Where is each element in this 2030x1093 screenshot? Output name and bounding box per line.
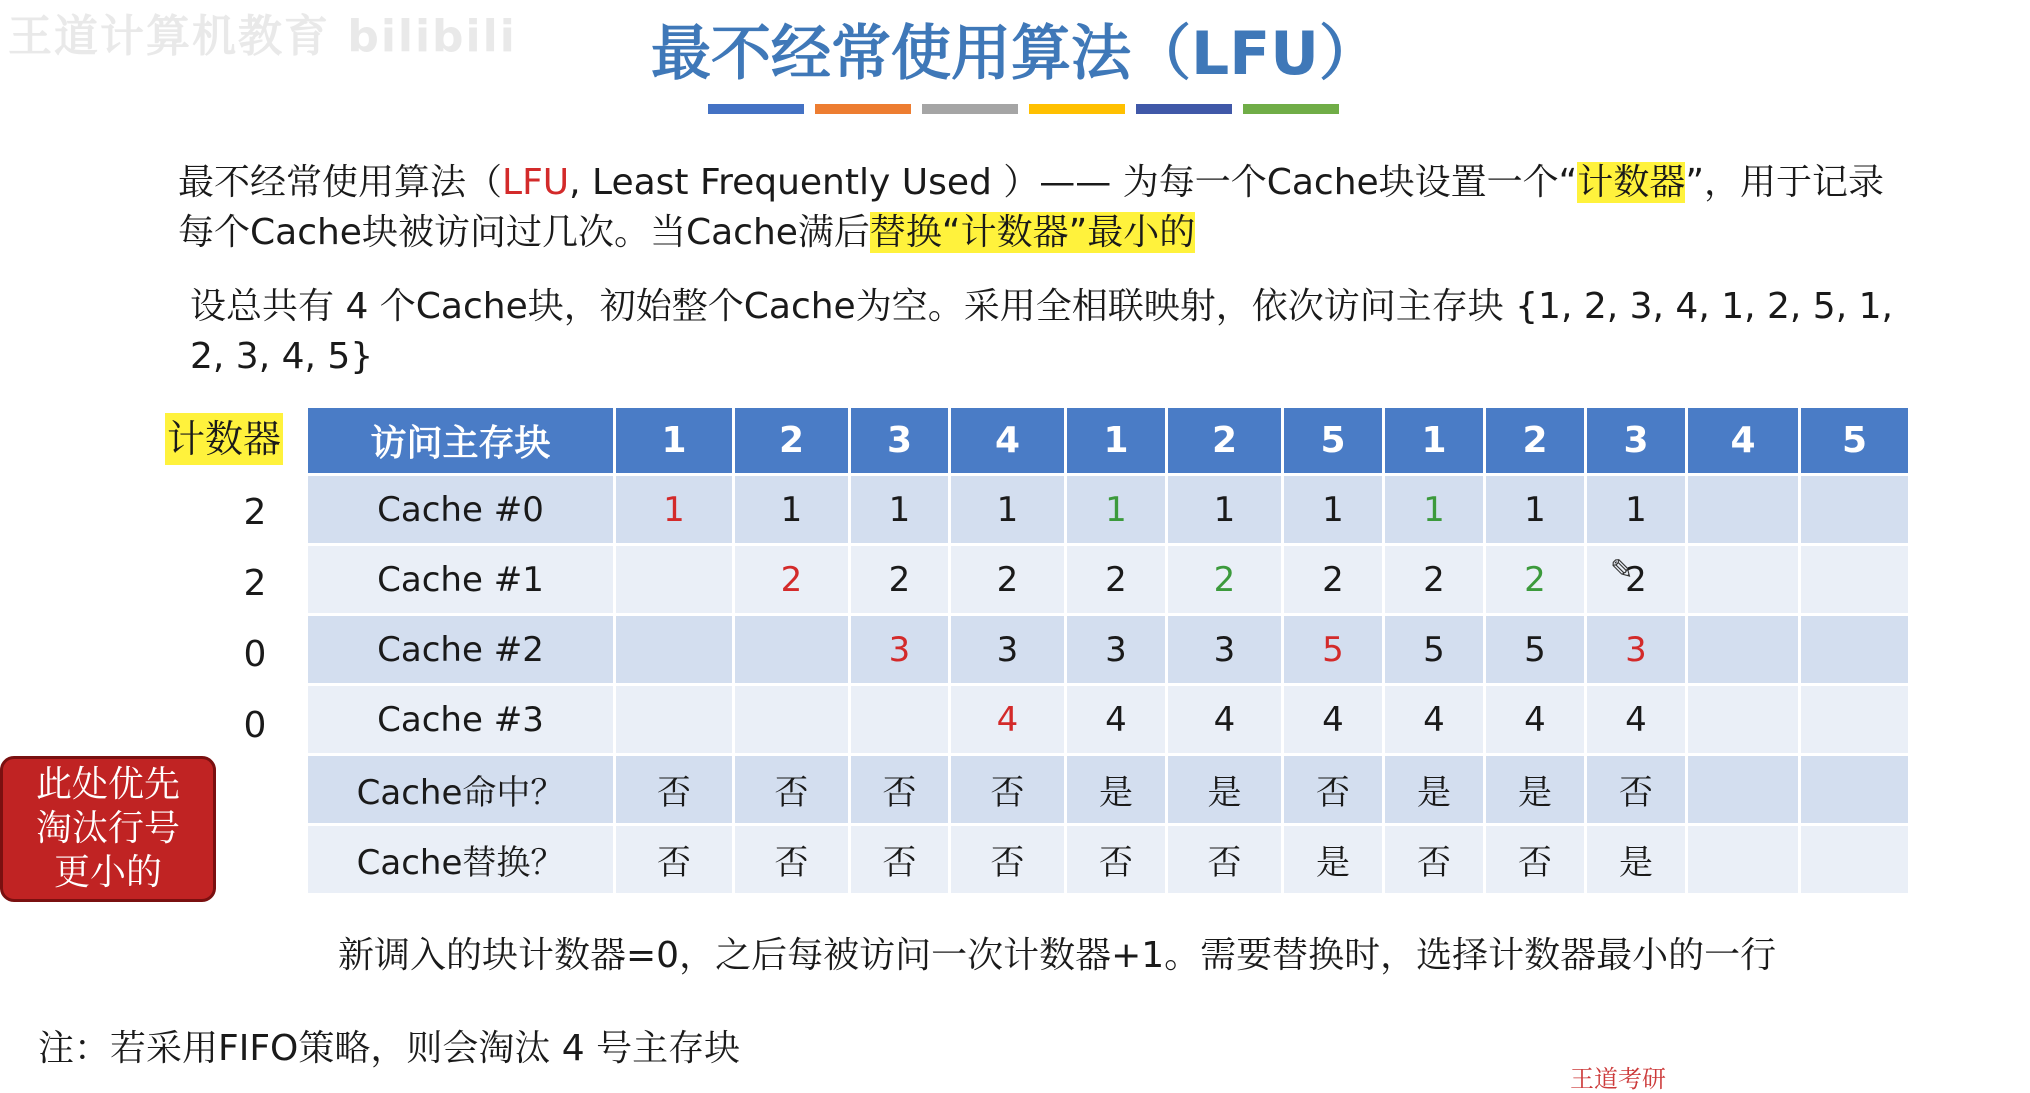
definition-text: 最不经常使用算法（	[178, 162, 503, 203]
table-cell	[1801, 686, 1908, 753]
table-cell	[1688, 476, 1798, 543]
table-cell	[1801, 476, 1908, 543]
table-cell: 是	[1587, 826, 1685, 893]
table-cell: 是	[1067, 756, 1165, 823]
title-bar-segment	[815, 104, 911, 114]
table-cell: 5	[1284, 616, 1382, 683]
table-cell	[735, 616, 848, 683]
counter-label: 计数器	[165, 413, 283, 465]
row-label: Cache #3	[308, 686, 613, 753]
table-cell: 1	[616, 476, 732, 543]
table-cell	[616, 546, 732, 613]
table-cell: 4	[1486, 686, 1584, 753]
table-cell: 3	[951, 616, 1064, 683]
counter-rule-note: 新调入的块计数器=0，之后每被访问一次计数器+1。需要替换时，选择计数器最小的一行	[338, 935, 1777, 976]
table-cell: 4	[1385, 686, 1483, 753]
definition-text: , Least Frequently Used ）—— 为每一个Cache块设置一个“	[569, 162, 1578, 203]
definition-text: ”，用于记录每个Cache块被访问过几次。当Cache满后	[178, 162, 1884, 253]
access-block-header: 1	[616, 408, 732, 473]
table-cell	[1688, 616, 1798, 683]
table-header-row	[308, 408, 1908, 473]
bottom-logo-fragment: 王道考研	[1570, 1065, 1666, 1093]
table-row	[308, 546, 1908, 613]
table-cell: 1	[1587, 476, 1685, 543]
table-cell: 3	[1067, 616, 1165, 683]
table-cell: 1	[951, 476, 1064, 543]
access-block-header: 3	[1587, 408, 1685, 473]
table-cell	[1801, 616, 1908, 683]
table-cell	[851, 686, 948, 753]
title-bar-segment	[708, 104, 804, 114]
table-cell	[616, 616, 732, 683]
access-block-header: 1	[1385, 408, 1483, 473]
table-cell	[1801, 826, 1908, 893]
access-block-header: 3	[851, 408, 948, 473]
lfu-table	[305, 405, 1911, 896]
table-cell	[1801, 546, 1908, 613]
table-cell: 1	[1385, 476, 1483, 543]
counter-value: 2	[243, 563, 267, 604]
table-cell	[1688, 826, 1798, 893]
table-cell: 4	[1168, 686, 1281, 753]
counter-value: 0	[243, 634, 267, 675]
lfu-abbr: LFU	[502, 162, 570, 203]
table-cell: 否	[851, 826, 948, 893]
access-block-header: 2	[735, 408, 848, 473]
table-cell: 2	[1284, 546, 1382, 613]
access-block-header: 2	[1486, 408, 1584, 473]
table-cell: 是	[1486, 756, 1584, 823]
table-cell: 否	[951, 826, 1064, 893]
table-cell: 否	[616, 756, 732, 823]
pencil-cursor-icon: ✎	[1610, 553, 1634, 586]
table-row	[308, 826, 1908, 893]
row-label: Cache #1	[308, 546, 613, 613]
page-title: 最不经常使用算法（LFU）	[651, 19, 1379, 89]
table-cell: 是	[1385, 756, 1483, 823]
table-cell: 2	[1486, 546, 1584, 613]
table-cell: 否	[951, 756, 1064, 823]
table-cell: 2	[951, 546, 1064, 613]
table-cell	[1688, 686, 1798, 753]
table-cell: 2	[1168, 546, 1281, 613]
table-cell	[1801, 756, 1908, 823]
table-cell: 3	[1587, 616, 1685, 683]
title-bar-segment	[1136, 104, 1232, 114]
row-label: Cache #0	[308, 476, 613, 543]
table-cell: 2	[851, 546, 948, 613]
table-cell: 否	[1385, 826, 1483, 893]
table-cell	[735, 686, 848, 753]
table-cell: 5	[1385, 616, 1483, 683]
table-cell: 4	[1284, 686, 1382, 753]
table-cell	[616, 686, 732, 753]
row-label: Cache替换？	[308, 826, 613, 893]
table-cell: 是	[1168, 756, 1281, 823]
watermark-text: 王道计算机教育 bilibili	[8, 11, 517, 62]
table-cell: 否	[1284, 756, 1382, 823]
highlight-counter: 计数器	[1577, 162, 1686, 203]
table-cell: 否	[616, 826, 732, 893]
table-cell: 2	[735, 546, 848, 613]
table-cell: 3	[851, 616, 948, 683]
problem-setup: 设总共有 4 个Cache块，初始整个Cache为空。采用全相联映射，依次访问主存块 {1, 2, 3, 4, 1, 2, 5, 1, 2, 3, 4, 5}	[190, 286, 1893, 377]
table-cell: 1	[735, 476, 848, 543]
table-row	[308, 686, 1908, 753]
table-cell: 3	[1168, 616, 1281, 683]
table-cell: 1	[1067, 476, 1165, 543]
row-label: Cache命中？	[308, 756, 613, 823]
table-cell: 4	[951, 686, 1064, 753]
callout-text: 此处优先淘汰行号更小的	[35, 764, 180, 893]
table-cell: 4	[1587, 686, 1685, 753]
counter-value: 2	[243, 492, 267, 533]
table-cell: 2	[1385, 546, 1483, 613]
table-cell: 是	[1284, 826, 1382, 893]
access-block-header: 5	[1801, 408, 1908, 473]
table-cell: 否	[735, 826, 848, 893]
highlight-replace: 替换“计数器”最小的	[869, 212, 1196, 253]
title-bar-segment	[1029, 104, 1125, 114]
table-cell	[1688, 756, 1798, 823]
table-cell: 2	[1067, 546, 1165, 613]
table-cell: 1	[1168, 476, 1281, 543]
counter-value: 0	[243, 705, 267, 746]
table-cell: 1	[1284, 476, 1382, 543]
access-block-header: 4	[951, 408, 1064, 473]
table-row	[308, 756, 1908, 823]
table-cell: 4	[1067, 686, 1165, 753]
table-cell: 否	[1168, 826, 1281, 893]
table-row	[308, 476, 1908, 543]
lfu-definition	[178, 158, 1918, 258]
row-label: Cache #2	[308, 616, 613, 683]
callout-note	[0, 756, 216, 902]
header-label: 访问主存块	[308, 408, 613, 473]
access-block-header: 1	[1067, 408, 1165, 473]
table-cell	[1688, 546, 1798, 613]
access-block-header: 5	[1284, 408, 1382, 473]
table-row	[308, 616, 1908, 683]
table-cell: 否	[851, 756, 948, 823]
access-block-header: 4	[1688, 408, 1798, 473]
table-cell: 1	[851, 476, 948, 543]
table-cell: 2	[1587, 546, 1685, 613]
title-bar-segment	[922, 104, 1018, 114]
title-color-bars	[708, 104, 1338, 114]
table-cell: 否	[1486, 826, 1584, 893]
fifo-note: 注：若采用FIFO策略，则会淘汰 4 号主存块	[38, 1028, 741, 1069]
access-block-header: 2	[1168, 408, 1281, 473]
table-cell: 否	[1587, 756, 1685, 823]
table-cell: 否	[1067, 826, 1165, 893]
table-cell: 1	[1486, 476, 1584, 543]
table-cell: 5	[1486, 616, 1584, 683]
table-cell: 否	[735, 756, 848, 823]
title-bar-segment	[1243, 104, 1339, 114]
